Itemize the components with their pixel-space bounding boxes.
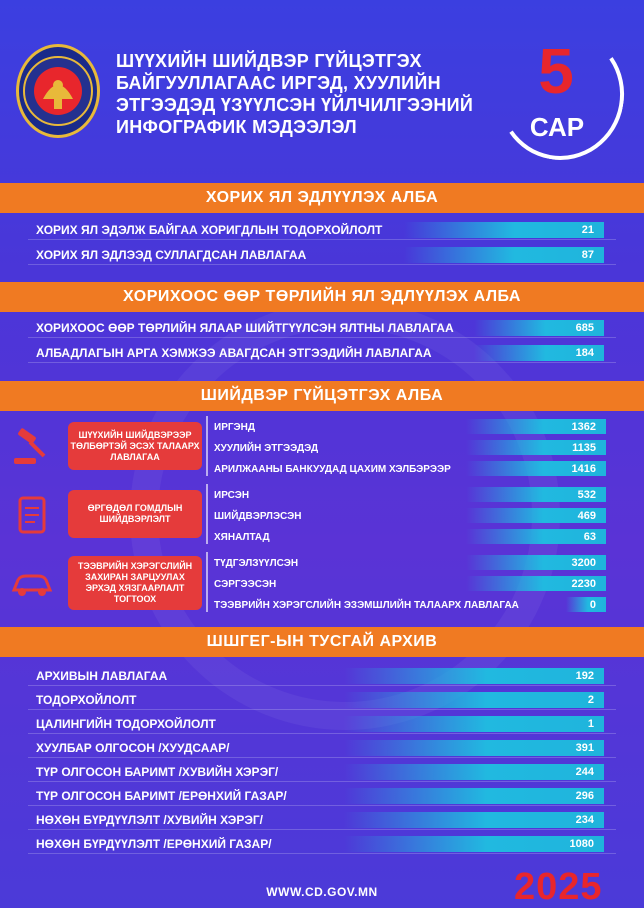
- list-item: [28, 343, 616, 363]
- row-value: 87: [581, 249, 594, 261]
- value-bar: [404, 222, 604, 238]
- value-bar: [344, 740, 604, 756]
- row-value: 184: [575, 347, 594, 359]
- group-2-rows: [210, 486, 606, 549]
- row-label: АРХИВЫН ЛАВЛАГАА: [36, 668, 168, 683]
- title-line-1: ШҮҮХИЙН ШИЙДВЭР ГҮЙЦЭТГЭХ: [116, 51, 422, 71]
- row-value: 1416: [571, 462, 596, 475]
- list-item: [210, 460, 606, 478]
- row-value: 296: [575, 790, 594, 802]
- row-label: ТОДОРХОЙЛОЛТ: [36, 692, 137, 707]
- value-bar: [344, 764, 604, 780]
- group-1-box: ШҮҮХИЙН ШИЙДВЭРЭЭР ТӨЛБӨРТЭЙ ЭСЭХ ТАЛААРХ ЛАВЛАГАА: [68, 422, 202, 470]
- list-item: [28, 690, 616, 710]
- row-label: ТҮДГЭЛЗҮҮЛСЭН: [214, 557, 299, 569]
- list-item: [210, 528, 606, 546]
- period-badge: [498, 30, 624, 160]
- website-link[interactable]: WWW.CD.GOV.MN: [266, 885, 378, 899]
- group-1-rows: [210, 418, 606, 481]
- badge-unit: САР: [529, 112, 585, 142]
- row-label: ИРСЭН: [214, 489, 250, 501]
- value-bar: [466, 555, 606, 570]
- row-label: ХОРИХООС ӨӨР ТӨРЛИЙН ЯЛААР ШИЙТГҮҮЛСЭН ЯЛТНЫ ЛАВЛАГАА: [36, 320, 454, 335]
- section-2-rows: [28, 318, 616, 368]
- list-item: [210, 507, 606, 525]
- value-bar: [466, 461, 606, 476]
- row-label: ЦАЛИНГИЙН ТОДОРХОЙЛОЛТ: [36, 716, 216, 731]
- page-title: [116, 50, 506, 138]
- title-line-3: ЭТГЭЭДЭД ҮЗҮҮЛСЭН ҮЙЛЧИЛГЭЭНИЙ: [116, 95, 474, 115]
- row-label: ТҮР ОЛГОСОН БАРИМТ /ЕРӨНХИЙ ГАЗАР/: [36, 788, 287, 803]
- value-bar: [466, 487, 606, 502]
- list-item: [28, 810, 616, 830]
- row-value: 532: [577, 488, 596, 501]
- row-value: 391: [575, 742, 594, 754]
- row-value: 1: [587, 718, 594, 730]
- row-value: 2: [587, 694, 594, 706]
- row-label: ХОРИХ ЯЛ ЭДЛЭЭД СУЛЛАГДСАН ЛАВЛАГАА: [36, 247, 307, 262]
- list-item: [28, 220, 616, 240]
- section-1-title: ХОРИХ ЯЛ ЭДЛҮҮЛЭХ АЛБА: [205, 189, 439, 206]
- list-item: [28, 318, 616, 338]
- row-value: 63: [583, 530, 596, 543]
- row-value: 1135: [572, 441, 596, 454]
- value-bar: [466, 419, 606, 434]
- section-3-header: [0, 381, 644, 411]
- value-bar: [566, 597, 606, 612]
- list-item: [28, 834, 616, 854]
- list-item: [210, 418, 606, 436]
- row-label: АРИЛЖААНЫ БАНКУУДАД ЦАХИМ ХЭЛБЭРЭЭР: [214, 463, 451, 475]
- report-year: 2025: [514, 866, 603, 908]
- value-bar: [404, 247, 604, 263]
- header: [0, 0, 644, 180]
- list-item: [210, 575, 606, 593]
- row-label: ХУУЛИЙН ЭТГЭЭДЭД: [214, 442, 319, 454]
- list-item: [210, 596, 606, 614]
- title-line-4: ИНФОГРАФИК МЭДЭЭЛЭЛ: [116, 117, 357, 137]
- row-label: СЭРГЭЭСЭН: [214, 578, 277, 590]
- row-label: ИРГЭНД: [214, 421, 255, 433]
- row-label: ХУУЛБАР ОЛГОСОН /ХУУДСААР/: [36, 740, 230, 755]
- section-1-rows: [28, 220, 616, 270]
- section-4-title: ШШГЕГ-ЫН ТУСГАЙ АРХИВ: [206, 633, 438, 650]
- list-item: [28, 738, 616, 758]
- section-3-title: ШИЙДВЭР ГҮЙЦЭТГЭХ АЛБА: [200, 387, 444, 404]
- list-item: [28, 786, 616, 806]
- row-value: 21: [581, 224, 594, 236]
- section-1-header: [0, 183, 644, 213]
- list-item: [28, 714, 616, 734]
- row-value: 192: [575, 670, 594, 682]
- value-bar: [466, 508, 606, 523]
- row-label: ТЭЭВРИЙН ХЭРЭГСЛИЙН ЭЗЭМШЛИЙН ТАЛААРХ ЛАВЛАГАА: [214, 599, 519, 611]
- value-bar: [344, 668, 604, 684]
- badge-number: 5: [538, 35, 574, 107]
- divider: [206, 416, 208, 476]
- row-value: 3200: [571, 556, 596, 569]
- row-label: ХЯНАЛТАД: [214, 531, 270, 543]
- car-icon: [10, 562, 54, 606]
- section-3-body: [0, 412, 644, 620]
- list-item: [28, 762, 616, 782]
- row-label: АЛБАДЛАГЫН АРГА ХЭМЖЭЭ АВАГДСАН ЭТГЭЭДИЙН ЛАВЛАГАА: [36, 345, 432, 360]
- row-label: ХОРИХ ЯЛ ЭДЭЛЖ БАЙГАА ХОРИГДЛЫН ТОДОРХОЙЛОЛТ: [36, 222, 383, 237]
- divider: [206, 484, 208, 544]
- gavel-icon: [10, 424, 54, 468]
- row-value: 469: [577, 509, 596, 522]
- section-2-title: ХОРИХООС ӨӨР ТӨРЛИЙН ЯЛ ЭДЛҮҮЛЭХ АЛБА: [123, 288, 521, 305]
- row-label: НӨХӨН БҮРДҮҮЛЭЛТ /ХУВИЙН ХЭРЭГ/: [36, 812, 264, 827]
- value-bar: [344, 836, 604, 852]
- value-bar: [466, 576, 606, 591]
- value-bar: [344, 716, 604, 732]
- value-bar: [466, 440, 606, 455]
- list-item: [28, 245, 616, 265]
- row-value: 0: [589, 598, 596, 611]
- row-value: 2230: [571, 577, 596, 590]
- row-value: 685: [575, 322, 594, 334]
- row-label: ТҮР ОЛГОСОН БАРИМТ /ХУВИЙН ХЭРЭГ/: [36, 764, 279, 779]
- value-bar: [474, 320, 604, 336]
- group-2-box: ӨРГӨДӨЛ ГОМДЛЫН ШИЙДВЭРЛЭЛТ: [68, 490, 202, 538]
- list-item: [28, 666, 616, 686]
- group-3-box: ТЭЭВРИЙН ХЭРЭГСЛИЙН ЗАХИРАН ЗАРЦУУЛАХ ЭРХЭД ХЯЗГААРЛАЛТ ТОГТООХ: [68, 556, 202, 610]
- section-2-header: [0, 282, 644, 312]
- agency-logo: [16, 44, 100, 138]
- title-line-2: БАЙГУУЛЛАГААС ИРГЭД, ХУУЛИЙН: [116, 73, 441, 93]
- row-value: 1362: [571, 420, 596, 433]
- list-item: [210, 439, 606, 457]
- group-3-rows: [210, 554, 606, 617]
- value-bar: [344, 692, 604, 708]
- row-value: 1080: [569, 838, 594, 850]
- row-value: 244: [575, 766, 594, 778]
- row-label: ШИЙДВЭРЛЭСЭН: [214, 510, 302, 522]
- row-value: 234: [575, 814, 594, 826]
- value-bar: [344, 812, 604, 828]
- value-bar: [344, 788, 604, 804]
- divider: [206, 552, 208, 612]
- list-item: [210, 486, 606, 504]
- value-bar: [474, 345, 604, 361]
- document-icon: [10, 494, 54, 538]
- list-item: [210, 554, 606, 572]
- section-4-header: [0, 627, 644, 657]
- section-4-rows: [28, 666, 616, 858]
- value-bar: [466, 529, 606, 544]
- row-label: НӨХӨН БҮРДҮҮЛЭЛТ /ЕРӨНХИЙ ГАЗАР/: [36, 836, 272, 851]
